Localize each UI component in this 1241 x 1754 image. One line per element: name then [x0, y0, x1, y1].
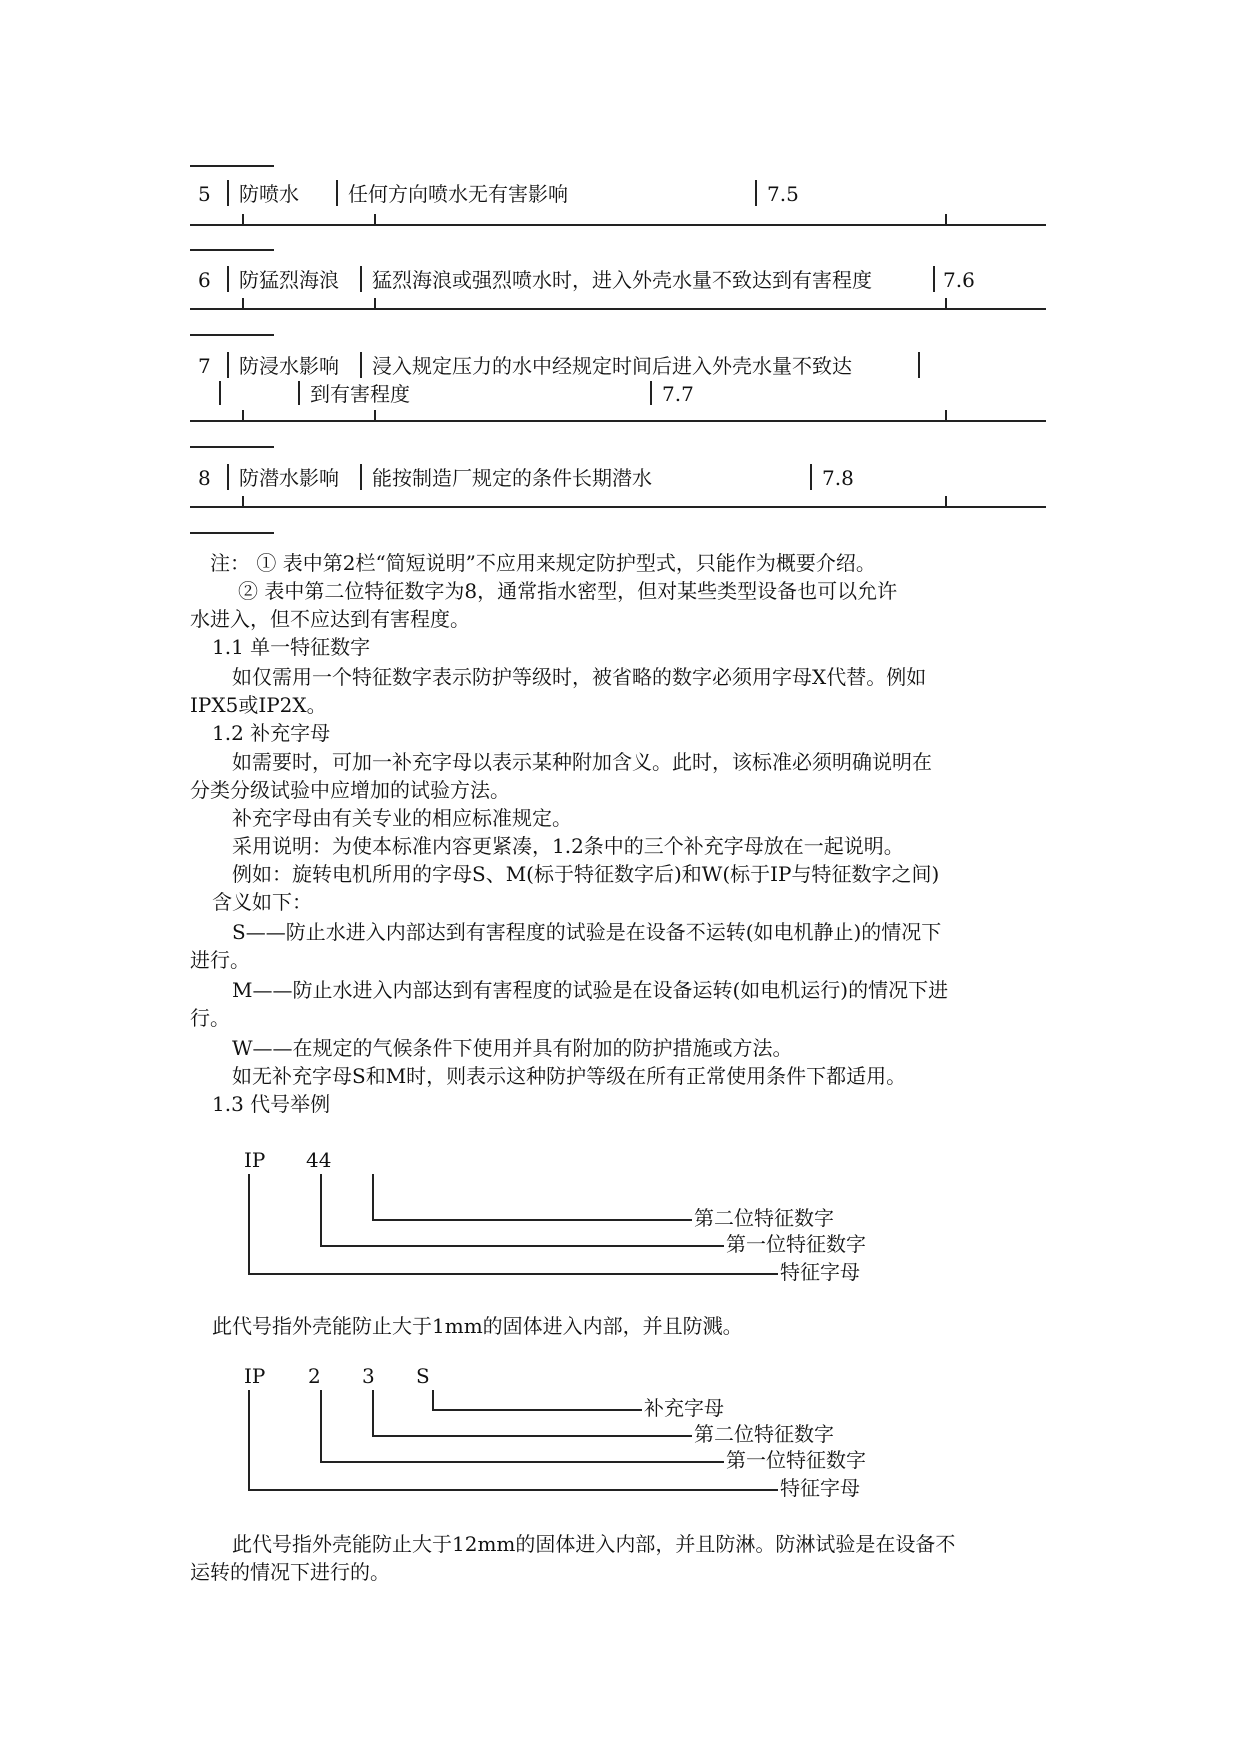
paragraph: IPX5或IP2X。: [190, 693, 327, 717]
ip-letters: IP: [244, 1364, 266, 1388]
table-divider: [918, 352, 920, 378]
label-second-digit: 第二位特征数字: [694, 1422, 834, 1446]
table-divider: [227, 352, 229, 378]
row-clause: 7.5: [767, 182, 799, 206]
connector-line: [372, 1435, 692, 1437]
row-clause: 7.7: [662, 382, 694, 406]
table-tick: [945, 496, 947, 507]
connector-line: [248, 1174, 250, 1274]
table-rule: [190, 532, 274, 534]
table-tick: [242, 410, 244, 421]
table-tick: [242, 214, 244, 225]
row-description: 任何方向喷水无有害影响: [348, 182, 568, 206]
paragraph: 例如：旋转电机所用的字母S、M(标于特征数字后)和W(标于IP与特征数字之间): [232, 862, 940, 886]
table-rule: [190, 308, 1046, 310]
note-line: ② 表中第二位特征数字为8，通常指水密型，但对某些类型设备也可以允许: [238, 579, 898, 603]
table-divider: [755, 180, 757, 206]
connector-line: [320, 1461, 724, 1463]
code-digit-second: 3: [362, 1364, 375, 1388]
row-description: 能按制造厂规定的条件长期潜水: [372, 466, 652, 490]
row-description: 猛烈海浪或强烈喷水时，进入外壳水量不致达到有害程度: [372, 268, 872, 292]
table-rule: [190, 420, 1046, 422]
label-characteristic-letter: 特征字母: [780, 1476, 860, 1500]
row-clause: 7.8: [822, 466, 854, 490]
connector-line: [372, 1174, 374, 1220]
row-name: 防潜水影响: [239, 466, 339, 490]
table-divider: [650, 381, 652, 405]
table-rule: [190, 334, 274, 336]
row-name: 防浸水影响: [239, 354, 339, 378]
row-number: 5: [198, 182, 211, 206]
label-first-digit: 第一位特征数字: [726, 1448, 866, 1472]
connector-line: [372, 1390, 374, 1436]
table-divider: [227, 266, 229, 292]
paragraph: W——在规定的气候条件下使用并具有附加的防护措施或方法。: [232, 1036, 793, 1060]
example-caption: 运转的情况下进行的。: [190, 1560, 390, 1584]
label-characteristic-letter: 特征字母: [780, 1260, 860, 1284]
paragraph: 如无补充字母S和M时，则表示这种防护等级在所有正常使用条件下都适用。: [232, 1064, 907, 1088]
section-heading: 1.3 代号举例: [212, 1092, 331, 1116]
row-number: 8: [198, 466, 211, 490]
code-supplementary-letter: S: [416, 1364, 430, 1388]
table-divider: [219, 381, 221, 405]
paragraph: 补充字母由有关专业的相应标准规定。: [232, 806, 572, 830]
paragraph: 如仅需用一个特征数字表示防护等级时，被省略的数字必须用字母X代替。例如: [232, 665, 927, 689]
paragraph: S——防止水进入内部达到有害程度的试验是在设备不运转(如电机静止)的情况下: [232, 920, 942, 944]
table-tick: [945, 298, 947, 309]
paragraph: M——防止水进入内部达到有害程度的试验是在设备运转(如电机运行)的情况下进: [232, 978, 949, 1002]
label-supplementary-letter: 补充字母: [644, 1396, 724, 1420]
label-second-digit: 第二位特征数字: [694, 1206, 834, 1230]
table-rule: [190, 506, 1046, 508]
connector-line: [372, 1219, 692, 1221]
connector-line: [432, 1390, 434, 1410]
table-tick: [242, 298, 244, 309]
table-divider: [227, 464, 229, 490]
table-divider: [227, 180, 229, 206]
paragraph: 行。: [190, 1006, 230, 1030]
table-rule: [190, 165, 274, 167]
row-clause: 7.6: [943, 268, 975, 292]
row-name: 防猛烈海浪: [239, 268, 339, 292]
table-divider: [360, 464, 362, 490]
section-heading: 1.2 补充字母: [212, 721, 331, 745]
table-tick: [945, 410, 947, 421]
table-rule: [190, 249, 274, 251]
row-number: 6: [198, 268, 211, 292]
row-description-continued: 到有害程度: [310, 382, 410, 406]
row-number: 7: [198, 354, 211, 378]
code-digit-first: 2: [308, 1364, 321, 1388]
note-line: 注： ① 表中第2栏“简短说明”不应用来规定防护型式，只能作为概要介绍。: [210, 551, 876, 575]
table-rule: [190, 224, 1046, 226]
example-caption: 此代号指外壳能防止大于1mm的固体进入内部，并且防溅。: [212, 1314, 743, 1338]
paragraph: 采用说明：为使本标准内容更紧凑，1.2条中的三个补充字母放在一起说明。: [232, 834, 904, 858]
connector-line: [248, 1489, 778, 1491]
table-divider: [933, 266, 935, 292]
table-divider: [298, 381, 300, 405]
note-line: 水进入，但不应达到有害程度。: [190, 607, 470, 631]
table-divider: [360, 266, 362, 292]
table-divider: [810, 464, 812, 490]
row-description: 浸入规定压力的水中经规定时间后进入外壳水量不致达: [372, 354, 852, 378]
paragraph: 分类分级试验中应增加的试验方法。: [190, 778, 510, 802]
table-tick: [374, 410, 376, 421]
table-tick: [242, 496, 244, 507]
table-divider: [336, 180, 338, 206]
table-rule: [190, 446, 274, 448]
connector-line: [320, 1390, 322, 1462]
connector-line: [248, 1390, 250, 1490]
connector-line: [320, 1174, 322, 1246]
code-digits: 44: [306, 1148, 332, 1172]
table-divider: [360, 352, 362, 378]
connector-line: [320, 1245, 724, 1247]
table-tick: [945, 214, 947, 225]
row-name: 防喷水: [239, 182, 299, 206]
example-caption: 此代号指外壳能防止大于12mm的固体进入内部，并且防淋。防淋试验是在设备不: [232, 1532, 956, 1556]
connector-line: [248, 1273, 778, 1275]
table-tick: [374, 298, 376, 309]
ip-letters: IP: [244, 1148, 266, 1172]
paragraph: 进行。: [190, 948, 250, 972]
connector-line: [432, 1409, 642, 1411]
label-first-digit: 第一位特征数字: [726, 1232, 866, 1256]
paragraph: 含义如下：: [212, 890, 312, 914]
section-heading: 1.1 单一特征数字: [212, 635, 371, 659]
paragraph: 如需要时，可加一补充字母以表示某种附加含义。此时，该标准必须明确说明在: [232, 750, 932, 774]
table-tick: [374, 214, 376, 225]
